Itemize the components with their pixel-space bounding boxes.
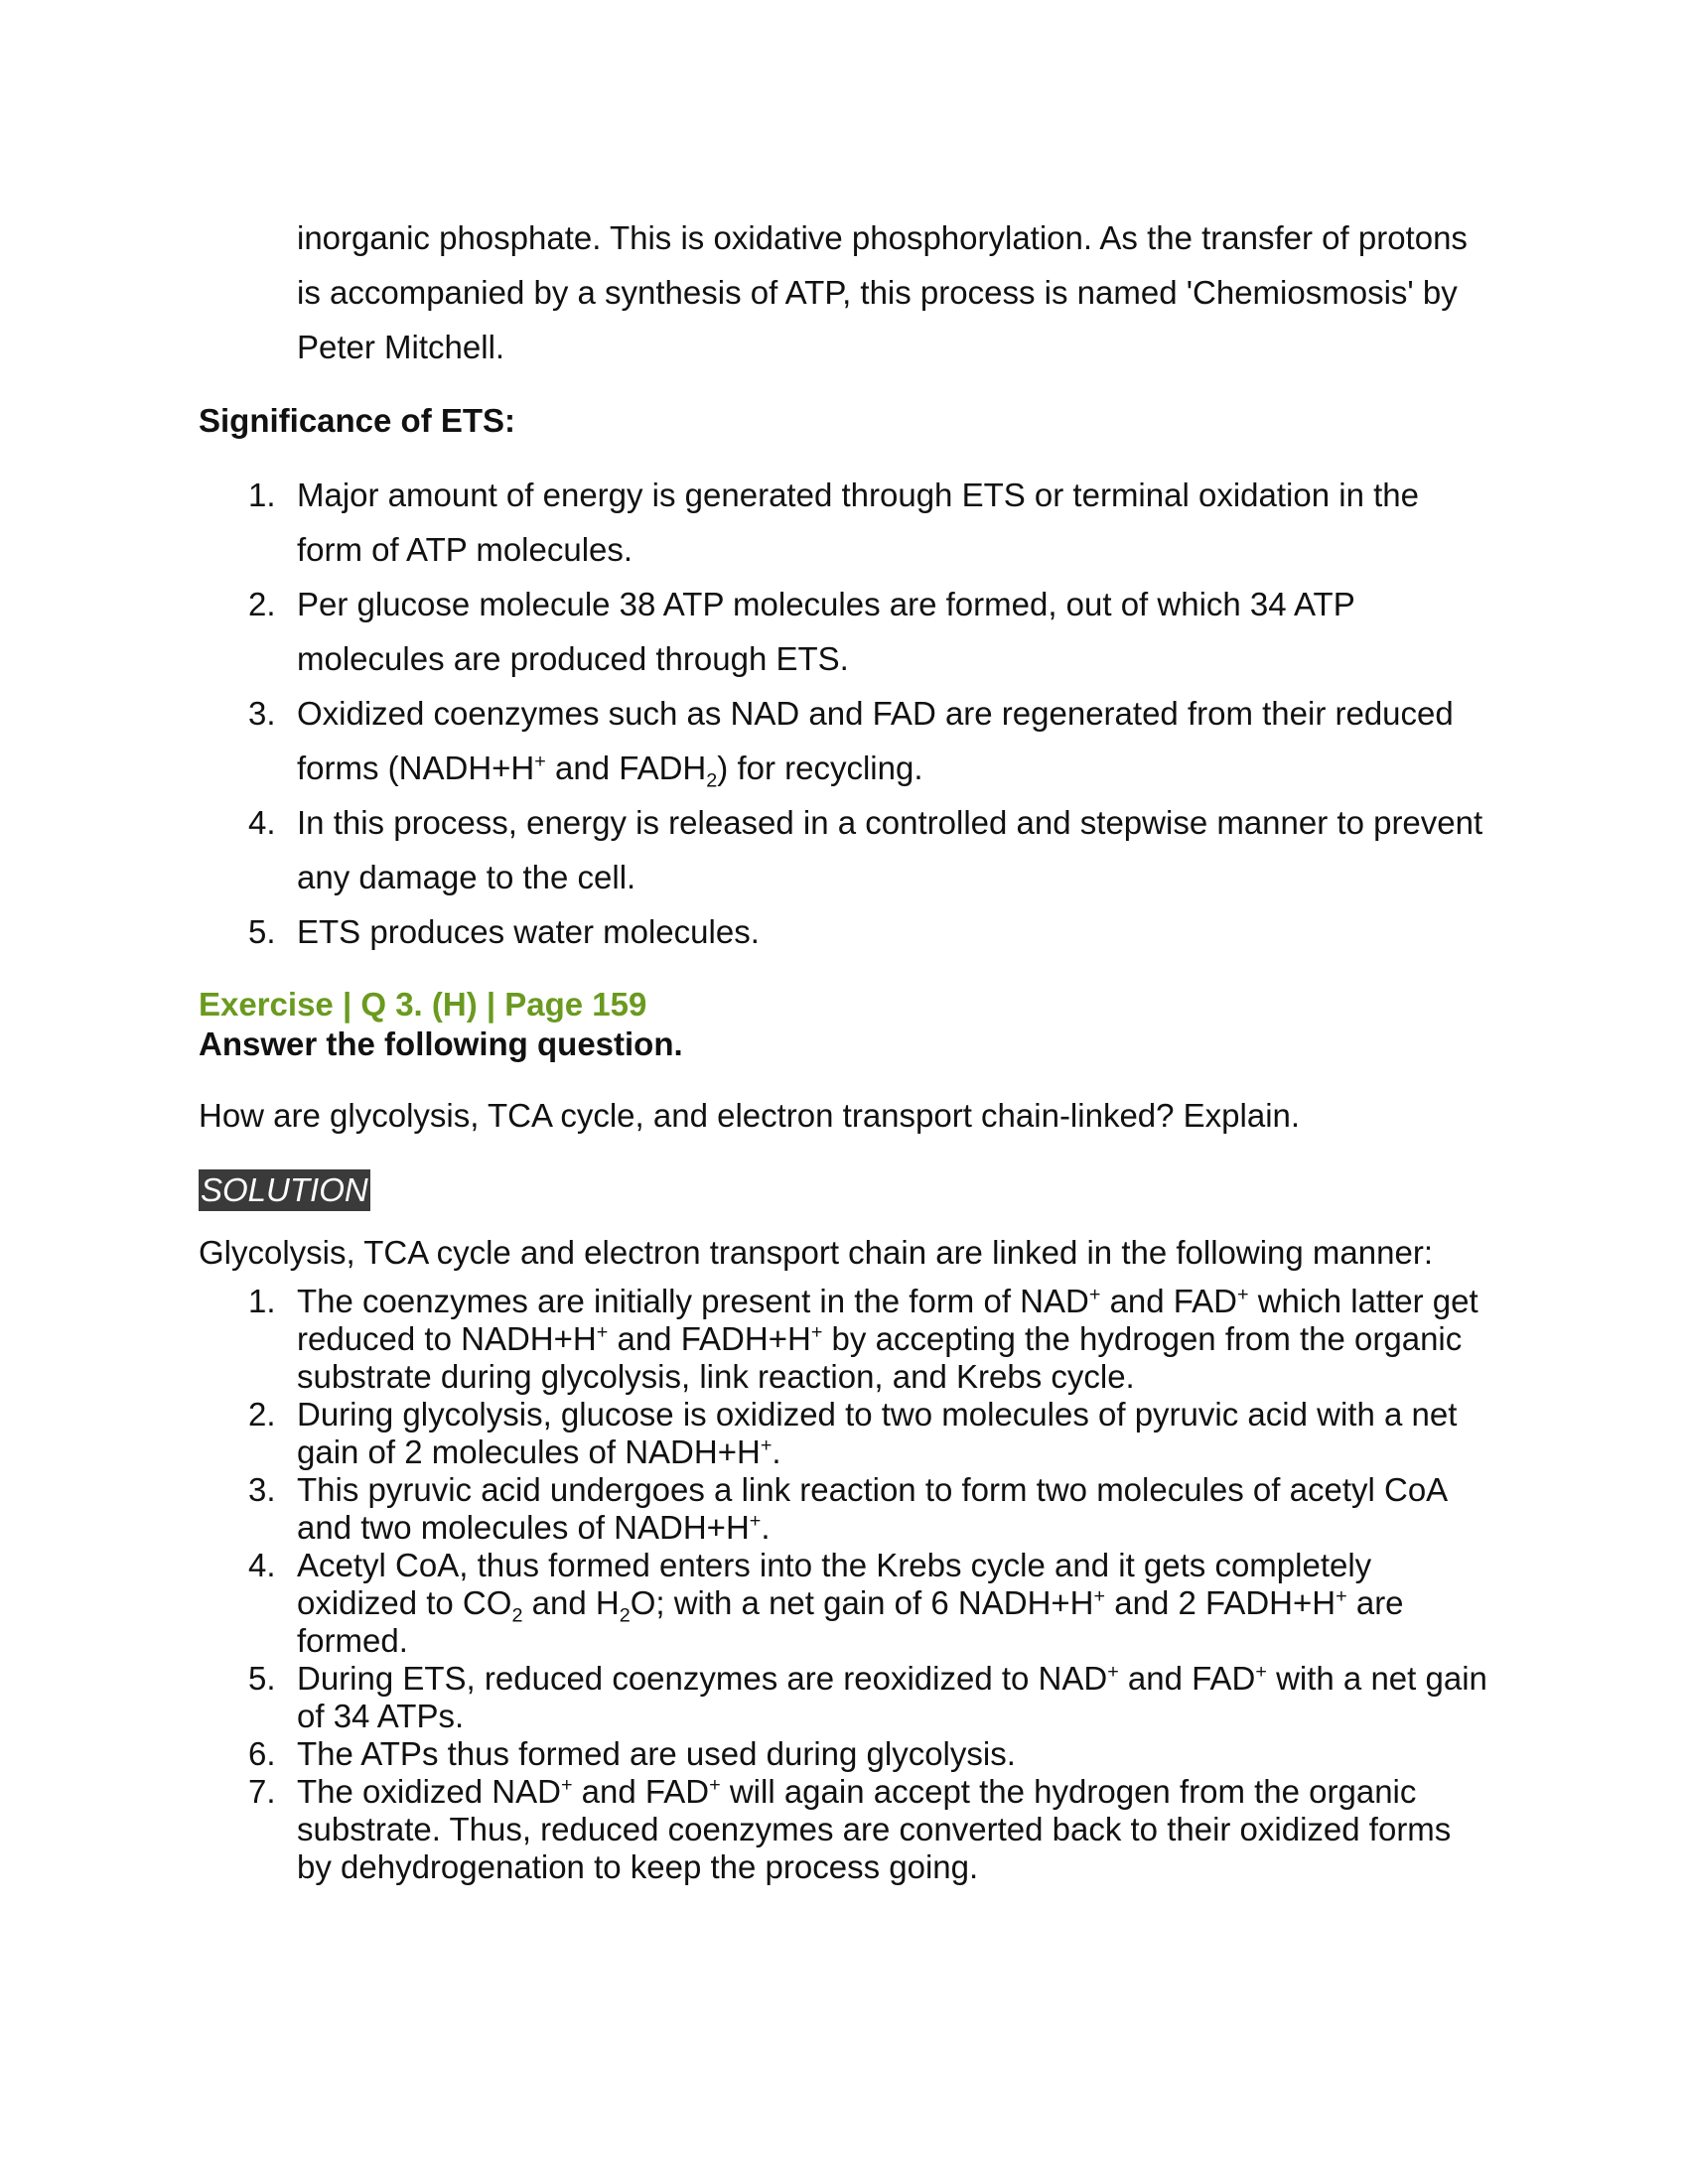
list-item	[199, 1471, 1488, 1547]
list-number: 7.	[248, 1773, 276, 1810]
list-item	[199, 468, 1488, 577]
list-number: 1.	[248, 477, 276, 513]
list-item-text: During glycolysis, glucose is oxidized to two molecules of pyruvic acid with a net gain of 2 molecules of NADH+H+.	[297, 1396, 1458, 1470]
list-number: 2.	[248, 1396, 276, 1433]
significance-heading: Significance of ETS:	[199, 402, 516, 439]
solution-list	[199, 1283, 1489, 1886]
list-number: 4.	[248, 804, 276, 841]
list-item-text: The oxidized NAD+ and FAD+ will again accept the hydrogen from the organic substrate. Thus, reduced coenzymes are converted back to their oxidized forms by dehydrogenation to keep the process going.	[297, 1773, 1452, 1885]
list-number: 2.	[248, 586, 276, 622]
document-page	[199, 210, 1489, 1886]
list-item-text: ETS produces water molecules.	[297, 913, 760, 950]
question-text: How are glycolysis, TCA cycle, and electron transport chain-linked? Explain.	[199, 1097, 1301, 1134]
list-item	[199, 577, 1488, 686]
list-item	[199, 904, 1488, 959]
list-item-text: Major amount of energy is generated through ETS or terminal oxidation in the form of ATP molecules.	[297, 477, 1419, 568]
list-number: 3.	[248, 695, 276, 732]
solution-intro: Glycolysis, TCA cycle and electron transport chain are linked in the following manner:	[199, 1234, 1433, 1271]
significance-list	[199, 468, 1489, 959]
list-item-text: Oxidized coenzymes such as NAD and FAD are regenerated from their reduced forms (NADH+H+ and $FADH_2$) for recycling.	[297, 695, 1454, 792]
question-heading: Answer the following question.	[199, 1025, 683, 1062]
list-item	[199, 795, 1488, 904]
solution-badge: SOLUTION	[199, 1169, 370, 1211]
list-item	[199, 1547, 1488, 1660]
list-number: 6.	[248, 1735, 276, 1772]
list-number: 5.	[248, 913, 276, 950]
list-item-text: During ETS, reduced coenzymes are reoxidized to NAD+ and FAD+ with a net gain of 34 ATPs.	[297, 1660, 1487, 1734]
list-item	[199, 1396, 1488, 1471]
list-number: 4.	[248, 1547, 276, 1583]
list-item-text: This pyruvic acid undergoes a link reaction to form two molecules of acetyl CoA and two molecules of NADH+H+.	[297, 1471, 1447, 1546]
list-item-text: In this process, energy is released in a controlled and stepwise manner to prevent any damage to the cell.	[297, 804, 1483, 895]
list-number: 5.	[248, 1660, 276, 1697]
list-number: 3.	[248, 1471, 276, 1508]
list-item-text: The coenzymes are initially present in the form of NAD+ and FAD+ which latter get reduced to NADH+H+ and FADH+H+ by accepting the hydrogen from the organic substrate during glycolysis, link reaction, and Krebs cycle.	[297, 1283, 1478, 1395]
list-item	[199, 1735, 1488, 1773]
list-item	[199, 1660, 1488, 1735]
list-item-text: The ATPs thus formed are used during glycolysis.	[297, 1735, 1016, 1772]
list-item-text: Acetyl CoA, thus formed enters into the Krebs cycle and it gets completely oxidized to $CO_2$ and $H_2O$; with a net gain of 6 NADH+H+ and 2 FADH+H+ are formed.	[297, 1547, 1404, 1659]
list-number: 1.	[248, 1283, 276, 1319]
continuation-paragraph: inorganic phosphate. This is oxidative phosphorylation. As the transfer of protons is accompanied by a synthesis of ATP, this process is named 'Chemiosmosis' by Peter Mitchell.	[297, 219, 1468, 365]
list-item-text: Per glucose molecule 38 ATP molecules are formed, out of which 34 ATP molecules are produced through ETS.	[297, 586, 1355, 677]
exercise-title: Exercise | Q 3. (H) | Page 159	[199, 986, 647, 1023]
list-item	[199, 1283, 1488, 1396]
list-item	[199, 1773, 1488, 1886]
list-item	[199, 686, 1488, 795]
